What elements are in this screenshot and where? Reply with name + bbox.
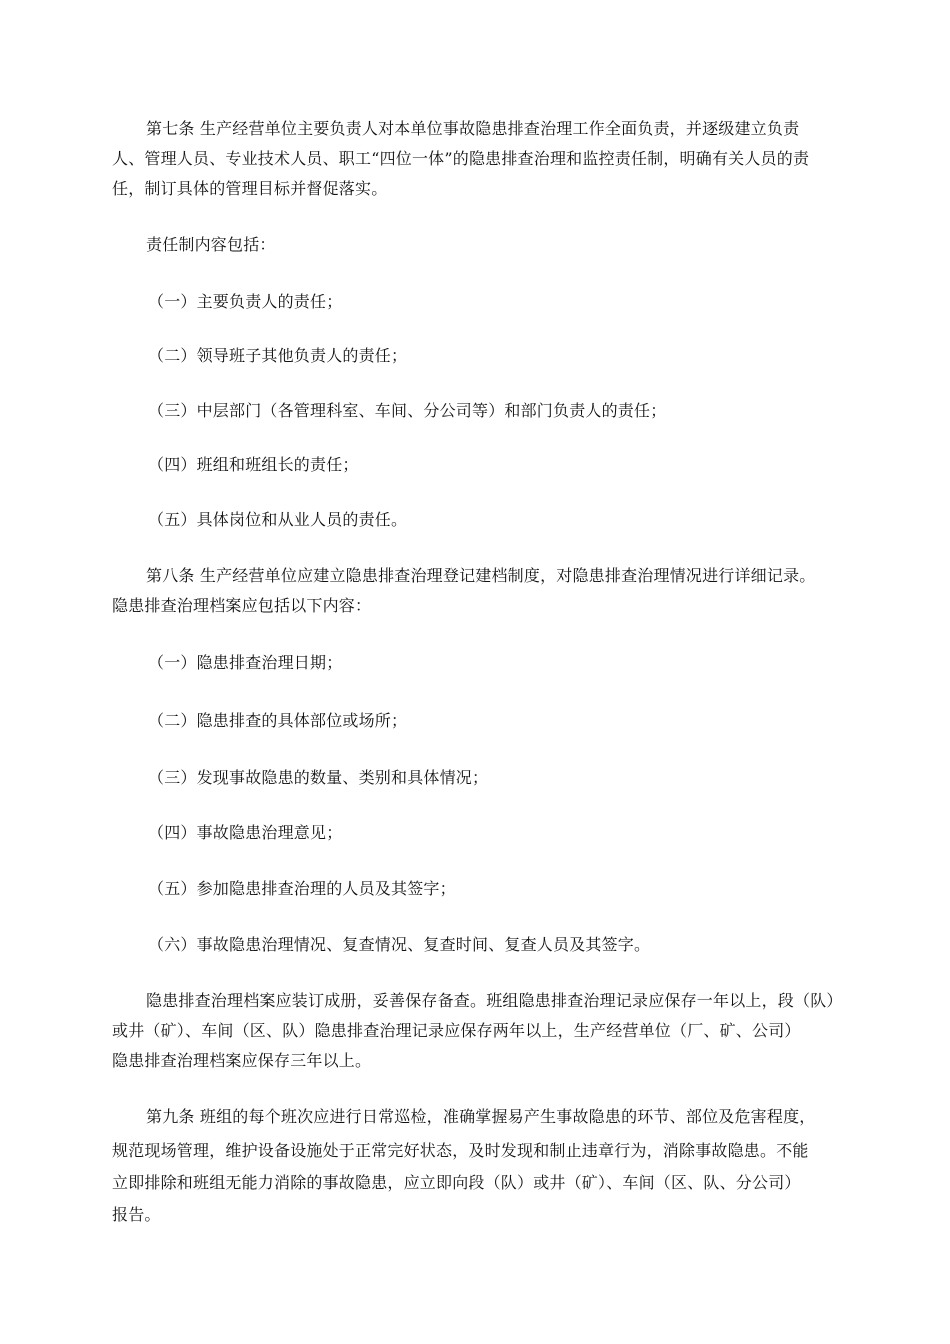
list-item: （六）事故隐患治理情况、复查情况、复查时间、复查人员及其签字。 xyxy=(148,935,651,954)
article-7-line-1: 第七条 生产经营单位主要负责人对本单位事故隐患排查治理工作全面负责，并逐级建立负责 xyxy=(146,119,800,138)
article-7-line-3: 任，制订具体的管理目标并督促落实。 xyxy=(112,179,388,198)
list-item: （五）具体岗位和从业人员的责任。 xyxy=(148,510,408,529)
list-item: （四）事故隐患治理意见； xyxy=(148,823,343,842)
archive-storage-line-2: 或井（矿）、车间（区、队）隐患排查治理记录应保存两年以上，生产经营单位（厂、矿、公司） xyxy=(112,1021,801,1040)
list-item: （二）领导班子其他负责人的责任； xyxy=(148,346,408,365)
archive-storage-line-3: 隐患排查治理档案应保存三年以上。 xyxy=(112,1051,372,1070)
list-item: （一）主要负责人的责任； xyxy=(148,292,343,311)
list-item: （三）发现事故隐患的数量、类别和具体情况； xyxy=(148,768,489,787)
list-item: （二）隐患排查的具体部位或场所； xyxy=(148,711,408,730)
list-item: （五）参加隐患排查治理的人员及其签字； xyxy=(148,879,456,898)
list-item: （四）班组和班组长的责任； xyxy=(148,455,359,474)
list-item: （一）隐患排查治理日期； xyxy=(148,653,343,672)
list-item: （三）中层部门（各管理科室、车间、分公司等）和部门负责人的责任； xyxy=(148,401,667,420)
article-7-line-2: 人、管理人员、专业技术人员、职工“四位一体”的隐患排查治理和监控责任制，明确有关人员的责 xyxy=(112,149,810,168)
article-9-line-3: 立即排除和班组无能力消除的事故隐患，应立即向段（队）或井（矿）、车间（区、队、分公司） xyxy=(112,1173,801,1192)
article-9-line-2: 规范现场管理，维护设备设施处于正常完好状态，及时发现和制止违章行为，消除事故隐患。不能 xyxy=(112,1141,809,1160)
article-9-line-1: 第九条 班组的每个班次应进行日常巡检，准确掌握易产生事故隐患的环节、部位及危害程度， xyxy=(146,1107,816,1126)
archive-storage-line-1: 隐患排查治理档案应装订成册，妥善保存备查。班组隐患排查治理记录应保存一年以上，段（队） xyxy=(146,991,843,1010)
responsibility-intro: 责任制内容包括： xyxy=(146,235,276,254)
article-8-line-1: 第八条 生产经营单位应建立隐患排查治理登记建档制度，对隐患排查治理情况进行详细记录。 xyxy=(146,566,816,585)
article-9-line-4: 报告。 xyxy=(112,1205,161,1224)
article-8-line-2: 隐患排查治理档案应包括以下内容： xyxy=(112,596,372,615)
